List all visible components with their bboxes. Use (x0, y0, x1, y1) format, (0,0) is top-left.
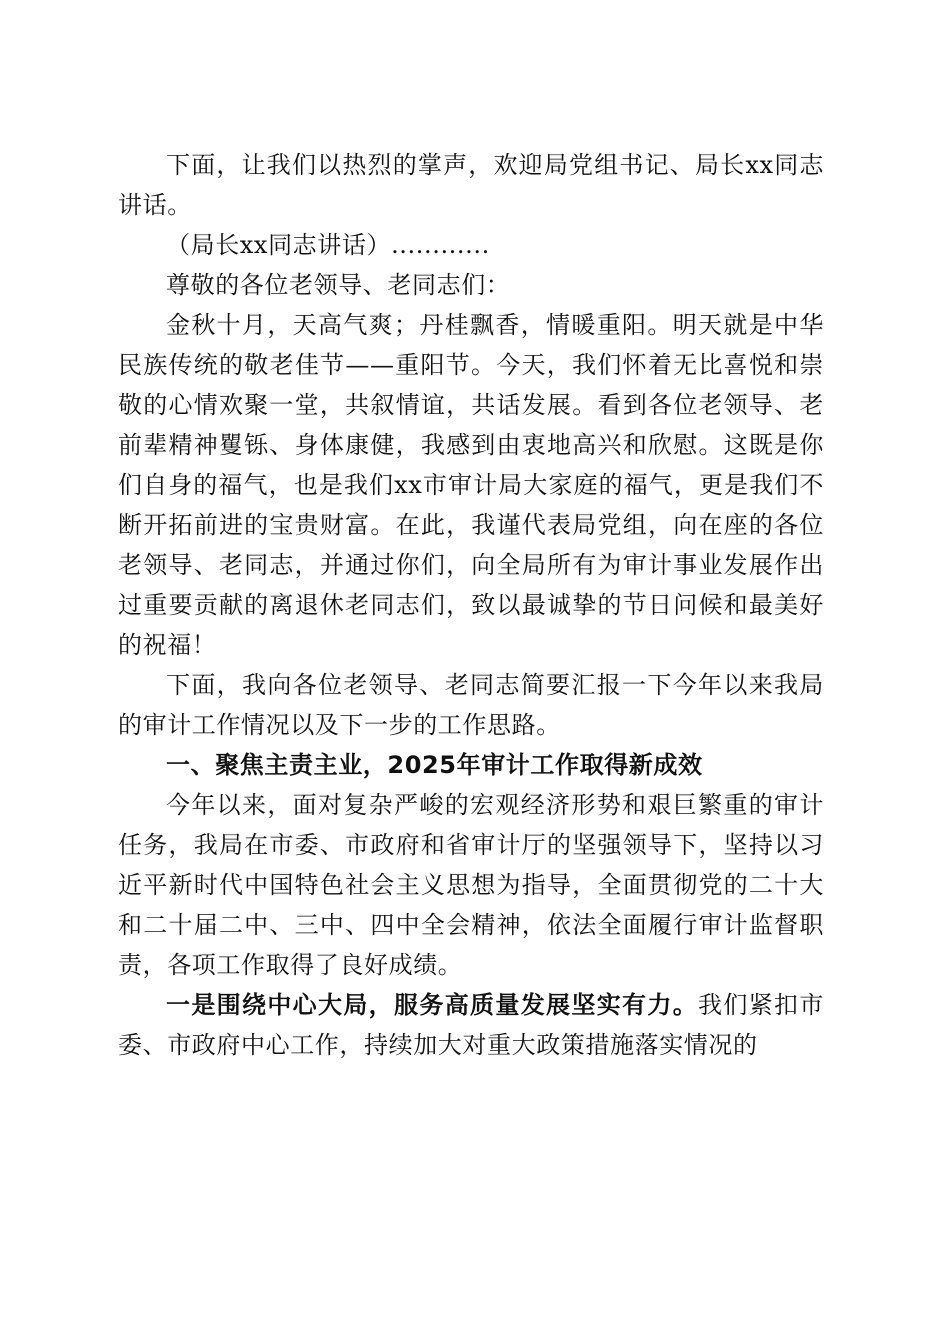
paragraph-section-summary: 今年以来，面对复杂严峻的宏观经济形势和艰巨繁重的审计任务，我局在市委、市政府和省审计厅的坚强领导下，坚持以习近平新时代中国特色社会主义思想为指导，全面贯彻党的二十大和二十届二中、三中、四中全会精神，依法全面履行审计监督职责，各项工作取得了良好成绩。 (118, 791, 824, 979)
document-body (118, 145, 824, 1065)
paragraph-salutation: 尊敬的各位老领导、老同志们： (166, 271, 511, 299)
point-one-text: 我们紧扣市委、市政府中心工作，持续加大对重大政策措施落实情况的 (118, 991, 824, 1059)
paragraph-welcome: 下面，让我们以热烈的掌声，欢迎局党组书记、局长xx同志讲话。 (118, 151, 824, 219)
paragraph-point-one (118, 985, 824, 1065)
section-heading: 一、聚焦主责主业，2025年审计工作取得新成效 (166, 751, 703, 779)
paragraph-report-intro: 下面，我向各位老领导、老同志简要汇报一下今年以来我局的审计工作情况以及下一步的工作思路。 (118, 671, 824, 739)
paragraph-greeting: 金秋十月，天高气爽；丹桂飘香，情暖重阳。明天就是中华民族传统的敬老佳节——重阳节。今天，我们怀着无比喜悦和崇敬的心情欢聚一堂，共叙情谊，共话发展。看到各位老领导、老前辈精神矍铄、身体康健，我感到由衷地高兴和欣慰。这既是你们自身的福气，也是我们xx市审计局大家庭的福气，更是我们不断开拓前进的宝贵财富。在此，我谨代表局党组，向在座的各位老领导、老同志，并通过你们，向全局所有为审计事业发展作出过重要贡献的离退休老同志们，致以最诚挚的节日问候和最美好的祝福！ (118, 311, 824, 659)
point-one-lead: 一是围绕中心大局，服务高质量发展坚实有力。 (166, 990, 699, 1019)
paragraph-speech-note: （局长xx同志讲话）............ (166, 231, 490, 259)
